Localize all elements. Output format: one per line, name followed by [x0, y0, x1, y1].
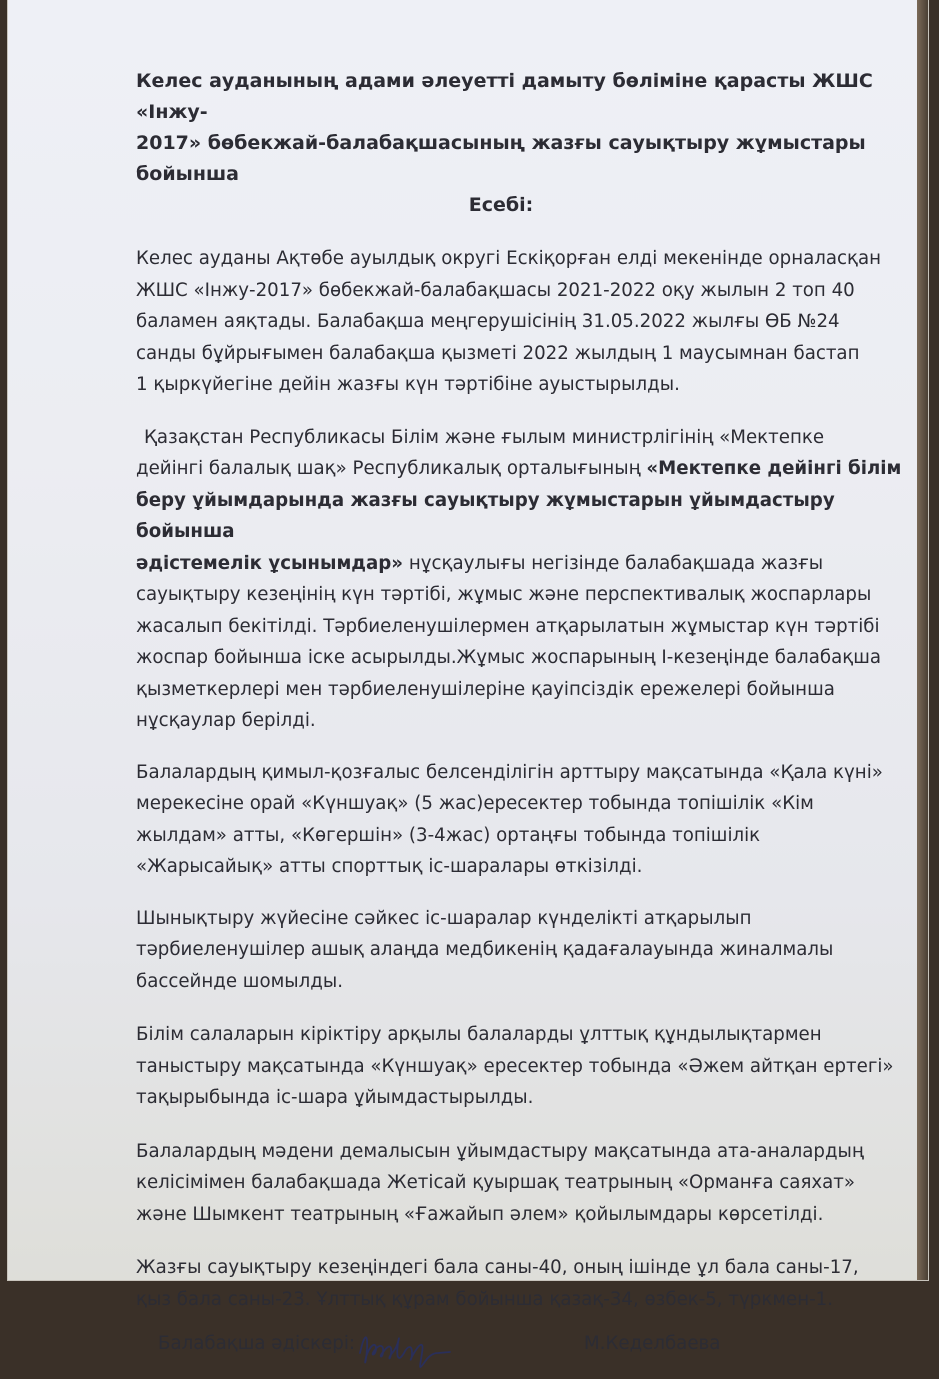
methodology-title-part: «Мектепке дейінгі білім: [646, 458, 902, 479]
paragraph-2-line: жасалып бекітілді. Тәрбиеленушілермен атқарылатын жұмыстар күн тәртібі: [136, 615, 880, 637]
paragraph-7: [136, 1252, 906, 1315]
paragraph-5: [136, 1019, 906, 1114]
paragraph-4-line: бассейнде шомылды.: [136, 970, 343, 992]
paragraph-2-line: нұсқаулығы негізінде балабақшада жазғы: [408, 552, 824, 574]
paragraph-1-line: баламен аяқтады. Балабақша меңгерушісінің 31.05.2022 жылғы ӨБ №24: [136, 311, 840, 332]
paragraph-4: [136, 903, 906, 998]
paragraph-2-line: қызметкерлері мен тәрбиеленушілеріне қауіпсіздік ережелері бойынша: [136, 678, 835, 700]
paper-sheet: [8, 0, 928, 1354]
paragraph-1: [136, 243, 906, 401]
paragraph-2-line: нұсқаулар берілді.: [136, 710, 316, 731]
title-line-3: Есебі:: [468, 194, 534, 216]
paragraph-4-line: Шынықтыру жүйесіне сәйкес іс-шаралар күнделікті атқарылып: [136, 907, 752, 929]
paragraph-1-line: Келес ауданы Ақтөбе ауылдық округі Ескіқорған елді мекенінде орналасқан: [136, 248, 882, 269]
handwritten-signature: [354, 1323, 454, 1373]
paragraph-2-line: дейінгі балалық шақ» Республикалық орталығының: [136, 458, 641, 479]
paragraph-3: [136, 757, 906, 883]
paragraph-5-line: таныстыру мақсатында «Күншуақ» ересектер тобында «Әжем айтқан ертегі»: [136, 1055, 894, 1077]
title-line-2: 2017» бөбекжай-балабақшасының жазғы сауықтыру жұмыстары бойынша: [136, 132, 866, 185]
paragraph-1-line: 1 қыркүйегіне дейін жазғы күн тәртібіне ауыстырылды.: [136, 374, 680, 395]
paragraph-6-line: Балалардың мәдени демалысын ұйымдастыру мақсатында ата-аналардың: [136, 1140, 864, 1162]
paragraph-6-line: келісімімен балабақшада Жетісай қуыршақ театрының «Орманға саяхат»: [136, 1172, 856, 1193]
methodology-title-part: әдістемелік ұсынымдар»: [136, 552, 404, 574]
document-title: [136, 66, 906, 221]
paragraph-1-line: санды бұйрығымен балабақша қызметі 2022 жылдың 1 маусымнан бастап: [136, 342, 860, 364]
paragraph-6-line: және Шымкент театрының «Ғажайып әлем» қойылымдары көрсетілді.: [136, 1203, 824, 1225]
paragraph-2-line: Қазақстан Республикасы Білім және ғылым министрлігінің «Мектепке: [144, 426, 825, 448]
methodology-title-part: беру ұйымдарында жазғы сауықтыру жұмыстарын ұйымдастыру бойынша: [136, 489, 835, 542]
paragraph-7-line: қыз бала саны-23. Ұлттық құрам бойынша қазақ-34, өзбек-5, түркмен-1.: [136, 1288, 834, 1310]
document-body: [136, 66, 906, 1379]
paragraph-5-line: Білім салаларын кіріктіру арқылы балаларды ұлттық құндылықтармен: [136, 1024, 822, 1045]
paragraph-3-line: Балалардың қимыл-қозғалыс белсенділігін арттыру мақсатында «Қала күні»: [136, 761, 883, 783]
paragraph-1-line: ЖШС «Інжу-2017» бөбекжай-балабақшасы 2021-2022 оқу жылын 2 топ 40: [136, 279, 855, 301]
paragraph-5-line: тақырыбында іс-шара ұйымдастырылды.: [136, 1087, 534, 1108]
title-line-1: Келес ауданының адами әлеуетті дамыту бөліміне қарасты ЖШС «Інжу-: [136, 70, 873, 123]
paragraph-2-line: жоспар бойынша іске асырылды.Жұмыс жоспарының І-кезеңінде балабақша: [136, 647, 882, 668]
paragraph-6: [136, 1136, 906, 1231]
paragraph-2: [136, 422, 906, 737]
paragraph-7-line: Жазғы сауықтыру кезеңіндегі бала саны-40, оның ішінде ұл бала саны-17,: [136, 1257, 859, 1278]
paragraph-3-line: жылдам» атты, «Көгершін» (3-4жас) ортаңғы тобында топішілік: [136, 824, 761, 846]
signatory-name: М.Кеделбаева: [584, 1333, 721, 1354]
signature-role: Балабақша әдіскері:: [158, 1333, 356, 1354]
signature-block: [136, 1329, 906, 1379]
paragraph-2-line: сауықтыру кезеңінің күн тәртібі, жұмыс және перспективалық жоспарлары: [136, 584, 872, 605]
paragraph-3-line: «Жарысайық» атты спорттық іс-шаралары өткізілді.: [136, 856, 643, 877]
paragraph-3-line: мерекесіне орай «Күншуақ» (5 жас)ересектер тобында топішілік «Кім: [136, 793, 814, 814]
paper-edge-shadow: [917, 0, 928, 1280]
paragraph-4-line: тәрбиеленушілер ашық алаңда медбикенің қадағалауында жиналмалы: [136, 939, 834, 960]
